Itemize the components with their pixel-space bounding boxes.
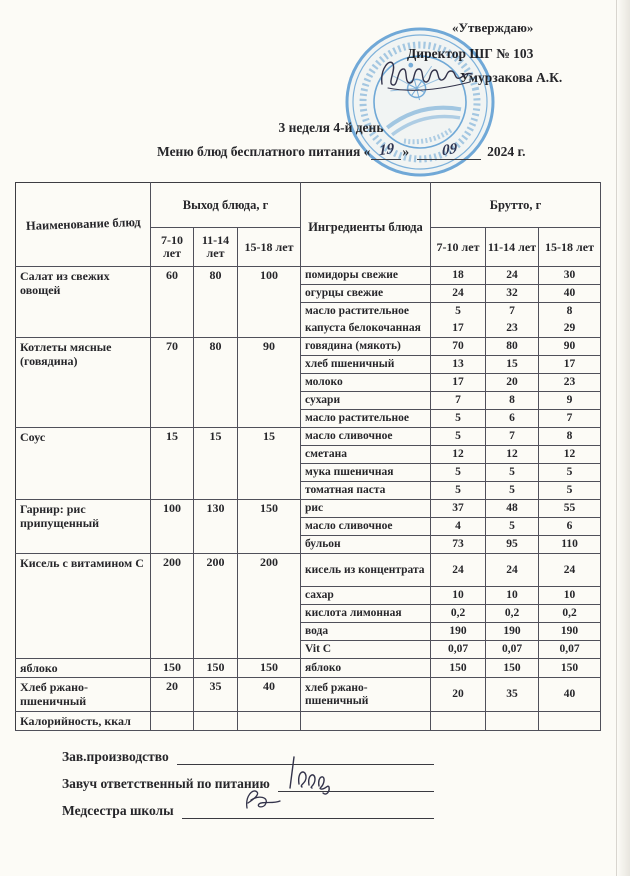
year-suffix: 2024 г. xyxy=(487,144,526,159)
dish-name-cell: Хлеб ржано-пшеничный xyxy=(16,678,151,712)
nutrition-officer-signature xyxy=(283,754,337,796)
ingredient-cell: Vit C xyxy=(301,641,431,659)
brutto-value-cell: 4 xyxy=(431,518,486,536)
brutto-value-cell: 0,07 xyxy=(539,641,601,659)
output-value-cell xyxy=(238,712,301,731)
table-row xyxy=(16,678,601,712)
brutto-value-cell: 48 xyxy=(486,500,539,518)
brutto-value-cell: 8 xyxy=(539,428,601,446)
ingredient-cell: кислота лимонная xyxy=(301,605,431,623)
output-value-cell: 90 xyxy=(238,338,301,428)
table-row xyxy=(16,428,601,446)
brutto-value-cell: 7 xyxy=(431,392,486,410)
brutto-value-cell: 30 xyxy=(539,267,601,285)
handwritten-day: 19 xyxy=(378,140,394,160)
date-month-underline xyxy=(417,142,481,160)
column-header-dish: Наименование блюд xyxy=(16,183,151,267)
table-row xyxy=(16,500,601,518)
menu-title-line xyxy=(157,142,526,160)
brutto-value-cell: 8 xyxy=(486,392,539,410)
brutto-value-cell: 35 xyxy=(486,678,539,712)
brutto-value-cell: 5 xyxy=(486,464,539,482)
output-value-cell: 70 xyxy=(151,338,194,428)
brutto-value-cell: 37 xyxy=(431,500,486,518)
nurse-signature xyxy=(242,786,286,812)
brutto-value-cell: 29 xyxy=(539,320,601,338)
output-value-cell: 15 xyxy=(238,428,301,500)
output-value-cell: 35 xyxy=(194,678,238,712)
director-signature xyxy=(378,54,478,98)
brutto-value-cell xyxy=(431,712,486,731)
column-header-output: Выход блюда, г xyxy=(151,183,301,228)
signature-label: Медсестра школы xyxy=(62,803,174,818)
brutto-value-cell: 7 xyxy=(486,428,539,446)
output-value-cell: 150 xyxy=(238,500,301,554)
dish-name-cell: Соус xyxy=(16,428,151,500)
ingredient-cell: огурцы свежие xyxy=(301,285,431,303)
brutto-value-cell: 5 xyxy=(431,410,486,428)
ingredient-cell: бульон xyxy=(301,536,431,554)
ingredient-cell: рис xyxy=(301,500,431,518)
brutto-value-cell: 190 xyxy=(486,623,539,641)
menu-table xyxy=(15,182,601,731)
scan-paper-edge xyxy=(616,0,630,876)
ingredient-cell: говядина (мякоть) xyxy=(301,338,431,356)
output-value-cell: 80 xyxy=(194,267,238,338)
brutto-value-cell: 190 xyxy=(431,623,486,641)
output-value-cell: 130 xyxy=(194,500,238,554)
ingredient-cell: сахар xyxy=(301,587,431,605)
table-row xyxy=(16,554,601,587)
ingredient-cell: хлеб пшеничный xyxy=(301,356,431,374)
age-group-header: 11-14 лет xyxy=(486,228,539,267)
brutto-value-cell: 24 xyxy=(431,285,486,303)
brutto-value-cell: 24 xyxy=(486,267,539,285)
brutto-value-cell: 17 xyxy=(431,320,486,338)
brutto-value-cell: 5 xyxy=(539,464,601,482)
brutto-value-cell: 13 xyxy=(431,356,486,374)
ingredient-cell: масло сливочное xyxy=(301,428,431,446)
brutto-value-cell: 40 xyxy=(539,678,601,712)
brutto-value-cell: 0,2 xyxy=(431,605,486,623)
output-value-cell: 15 xyxy=(151,428,194,500)
brutto-value-cell: 6 xyxy=(486,410,539,428)
column-header-ingredients: Ингредиенты блюда xyxy=(301,183,431,267)
brutto-value-cell: 0,07 xyxy=(486,641,539,659)
age-group-header: 15-18 лет xyxy=(238,228,301,267)
signature-line-row xyxy=(62,738,434,765)
brutto-value-cell: 10 xyxy=(486,587,539,605)
brutto-value-cell: 12 xyxy=(539,446,601,464)
brutto-value-cell: 20 xyxy=(431,678,486,712)
dish-name-cell: Калорийность, ккал xyxy=(16,712,151,731)
ingredient-cell: хлеб ржано-пшеничный xyxy=(301,678,431,712)
table-row xyxy=(16,659,601,678)
dish-name-cell: яблоко xyxy=(16,659,151,678)
output-value-cell: 150 xyxy=(151,659,194,678)
brutto-value-cell xyxy=(539,712,601,731)
brutto-value-cell: 10 xyxy=(431,587,486,605)
brutto-value-cell: 24 xyxy=(431,554,486,587)
brutto-value-cell: 5 xyxy=(431,428,486,446)
brutto-value-cell: 18 xyxy=(431,267,486,285)
age-group-header: 7-10 лет xyxy=(431,228,486,267)
output-value-cell xyxy=(194,712,238,731)
brutto-value-cell: 17 xyxy=(539,356,601,374)
brutto-value-cell: 7 xyxy=(539,410,601,428)
signature-underline xyxy=(182,800,434,819)
brutto-value-cell: 0,07 xyxy=(431,641,486,659)
brutto-value-cell: 7 xyxy=(486,303,539,321)
brutto-value-cell: 80 xyxy=(486,338,539,356)
brutto-value-cell: 150 xyxy=(539,659,601,678)
brutto-value-cell: 5 xyxy=(486,482,539,500)
brutto-value-cell: 9 xyxy=(539,392,601,410)
age-group-header: 15-18 лет xyxy=(539,228,601,267)
brutto-value-cell: 5 xyxy=(486,518,539,536)
table-header-row-1 xyxy=(16,183,601,228)
brutto-value-cell: 5 xyxy=(431,482,486,500)
dish-name-cell: Кисель с витамином С xyxy=(16,554,151,659)
ingredient-cell: масло сливочное xyxy=(301,518,431,536)
brutto-value-cell: 150 xyxy=(486,659,539,678)
brutto-value-cell: 110 xyxy=(539,536,601,554)
ingredient-cell: сметана xyxy=(301,446,431,464)
ingredient-cell: помидоры свежие xyxy=(301,267,431,285)
brutto-value-cell: 95 xyxy=(486,536,539,554)
table-row xyxy=(16,712,601,731)
brutto-value-cell: 23 xyxy=(539,374,601,392)
table-row xyxy=(16,267,601,285)
brutto-value-cell: 55 xyxy=(539,500,601,518)
quote-close: » xyxy=(402,144,410,159)
brutto-value-cell: 12 xyxy=(486,446,539,464)
brutto-value-cell: 0,2 xyxy=(486,605,539,623)
menu-title-prefix: Меню блюд бесплатного питания « xyxy=(157,144,371,159)
menu-table-body xyxy=(16,267,601,731)
brutto-value-cell: 23 xyxy=(486,320,539,338)
brutto-value-cell: 17 xyxy=(431,374,486,392)
output-value-cell: 100 xyxy=(238,267,301,338)
ingredient-cell: сухари xyxy=(301,392,431,410)
signature-label: Зав.производство xyxy=(62,749,169,764)
output-value-cell xyxy=(151,712,194,731)
column-header-brutto: Брутто, г xyxy=(431,183,601,228)
output-value-cell: 100 xyxy=(151,500,194,554)
table-row xyxy=(16,338,601,356)
ingredient-cell: томатная паста xyxy=(301,482,431,500)
output-value-cell: 200 xyxy=(151,554,194,659)
handwritten-month: 09 xyxy=(441,140,457,160)
brutto-value-cell: 190 xyxy=(539,623,601,641)
dish-name-cell: Гарнир: рис припущенный xyxy=(16,500,151,554)
signature-label: Завуч ответственный по питанию xyxy=(62,776,270,791)
brutto-value-cell: 5 xyxy=(539,482,601,500)
ingredient-cell: вода xyxy=(301,623,431,641)
signature-block xyxy=(62,738,434,819)
age-group-header: 7-10 лет xyxy=(151,228,194,267)
ingredient-cell: капуста белокочанная xyxy=(301,320,431,338)
output-value-cell: 150 xyxy=(238,659,301,678)
ingredient-cell: масло растительное xyxy=(301,303,431,321)
brutto-value-cell: 10 xyxy=(539,587,601,605)
week-day-title: 3 неделя 4-й день xyxy=(278,120,384,135)
director-name: Умурзакова А.К. xyxy=(460,70,563,85)
dish-name-cell: Котлеты мясные (говядина) xyxy=(16,338,151,428)
output-value-cell: 40 xyxy=(238,678,301,712)
brutto-value-cell xyxy=(486,712,539,731)
ingredient-cell: яблоко xyxy=(301,659,431,678)
brutto-value-cell: 6 xyxy=(539,518,601,536)
brutto-value-cell: 12 xyxy=(431,446,486,464)
brutto-value-cell: 73 xyxy=(431,536,486,554)
output-value-cell: 200 xyxy=(238,554,301,659)
brutto-value-cell: 24 xyxy=(539,554,601,587)
brutto-value-cell: 150 xyxy=(431,659,486,678)
ingredient-cell: масло растительное xyxy=(301,410,431,428)
date-day-underline xyxy=(371,142,401,160)
approval-quote: «Утверждаю» xyxy=(452,20,534,35)
brutto-value-cell: 15 xyxy=(486,356,539,374)
output-value-cell: 15 xyxy=(194,428,238,500)
ingredient-cell: молоко xyxy=(301,374,431,392)
brutto-value-cell: 32 xyxy=(486,285,539,303)
ingredient-cell: мука пшеничная xyxy=(301,464,431,482)
output-value-cell: 200 xyxy=(194,554,238,659)
output-value-cell: 150 xyxy=(194,659,238,678)
age-group-header: 11-14 лет xyxy=(194,228,238,267)
ingredient-cell: кисель из концентрата xyxy=(301,554,431,587)
brutto-value-cell: 5 xyxy=(431,303,486,321)
director-title: Директор ШГ № 103 xyxy=(407,46,534,61)
output-value-cell: 80 xyxy=(194,338,238,428)
output-value-cell: 20 xyxy=(151,678,194,712)
dish-name-cell: Салат из свежих овощей xyxy=(16,267,151,338)
ingredient-cell xyxy=(301,712,431,731)
brutto-value-cell: 90 xyxy=(539,338,601,356)
brutto-value-cell: 20 xyxy=(486,374,539,392)
output-value-cell: 60 xyxy=(151,267,194,338)
brutto-value-cell: 5 xyxy=(431,464,486,482)
brutto-value-cell: 24 xyxy=(486,554,539,587)
brutto-value-cell: 8 xyxy=(539,303,601,321)
brutto-value-cell: 70 xyxy=(431,338,486,356)
brutto-value-cell: 40 xyxy=(539,285,601,303)
brutto-value-cell: 0,2 xyxy=(539,605,601,623)
